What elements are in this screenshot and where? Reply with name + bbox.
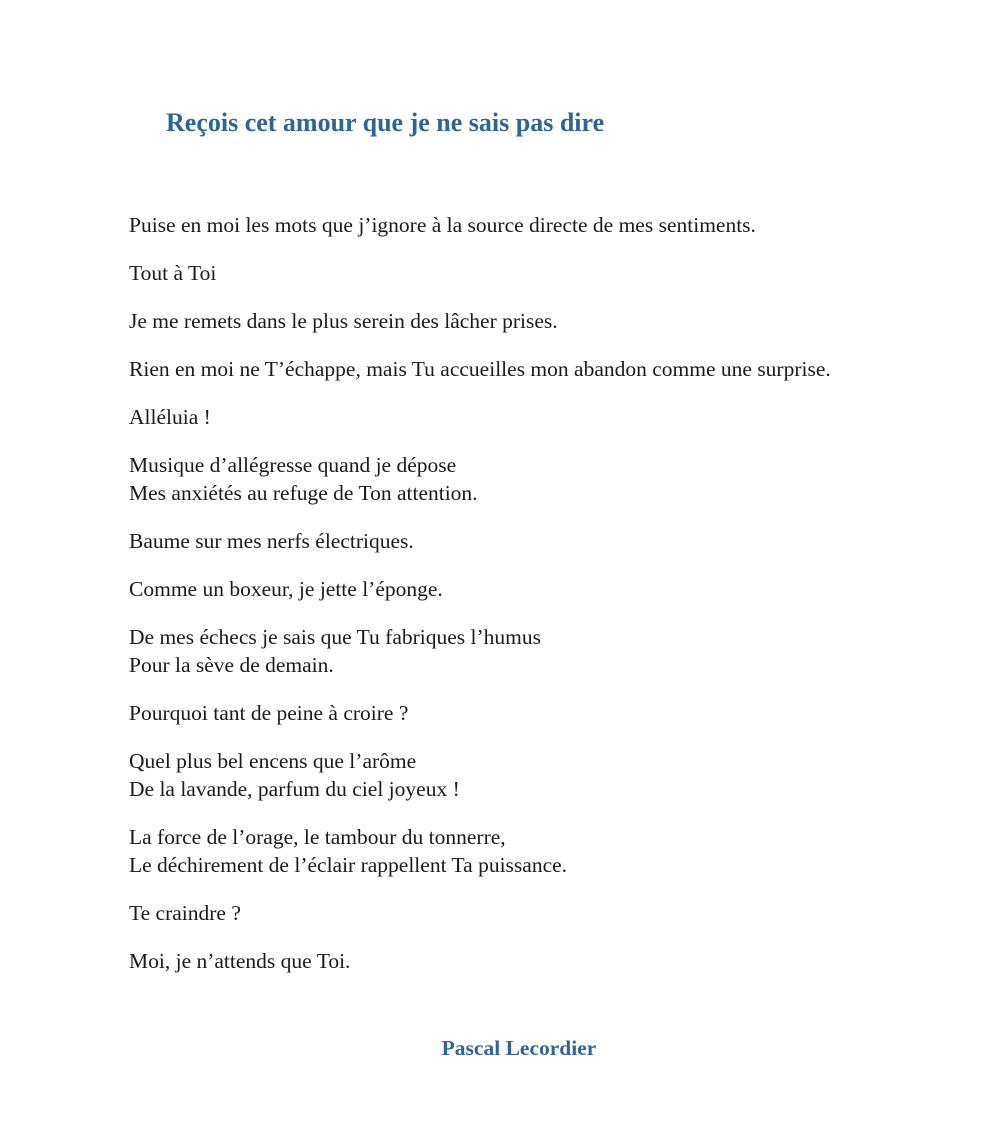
stanza (129, 947, 989, 975)
stanza (129, 575, 989, 603)
poem-line: De la lavande, parfum du ciel joyeux ! (129, 777, 460, 801)
stanza (129, 623, 989, 679)
stanza (129, 307, 989, 335)
poem-line: Pour la sève de demain. (129, 653, 334, 677)
stanza (129, 747, 989, 803)
poem-line: Moi, je n’attends que Toi. (129, 949, 351, 973)
poem-line: Le déchirement de l’éclair rappellent Ta puissance. (129, 853, 568, 877)
stanza (129, 403, 989, 431)
poem-line: Je me remets dans le plus serein des lâcher prises. (129, 309, 558, 333)
stanza (129, 823, 989, 879)
stanza (129, 451, 989, 507)
poem-author: Pascal Lecordier (441, 1036, 597, 1060)
poem-line: Mes anxiétés au refuge de Ton attention. (129, 481, 478, 505)
poem-line: Puise en moi les mots que j’ignore à la source directe de mes sentiments. (129, 213, 756, 237)
stanza (129, 211, 989, 239)
poem-line: De mes échecs je sais que Tu fabriques l’humus (129, 625, 542, 649)
poem-line: Tout à Toi (129, 261, 217, 285)
poem-line: Pourquoi tant de peine à croire ? (129, 701, 409, 725)
poem-line: Rien en moi ne T’échappe, mais Tu accueilles mon abandon comme une surprise. (129, 357, 831, 381)
poem-line: La force de l’orage, le tambour du tonnerre, (129, 825, 506, 849)
stanza (129, 527, 989, 555)
poem-line: Alléluia ! (129, 405, 211, 429)
poem-line: Te craindre ? (129, 901, 241, 925)
stanza (129, 259, 989, 287)
poem-line: Musique d’allégresse quand je dépose (129, 453, 457, 477)
poem-line: Baume sur mes nerfs électriques. (129, 529, 414, 553)
poem-line: Comme un boxeur, je jette l’éponge. (129, 577, 443, 601)
poem-line: Quel plus bel encens que l’arôme (129, 749, 417, 773)
stanza (129, 355, 989, 383)
poem-title: Reçois cet amour que je ne sais pas dire (166, 108, 605, 137)
poem-body (129, 211, 989, 995)
stanza (129, 899, 989, 927)
stanza (129, 699, 989, 727)
